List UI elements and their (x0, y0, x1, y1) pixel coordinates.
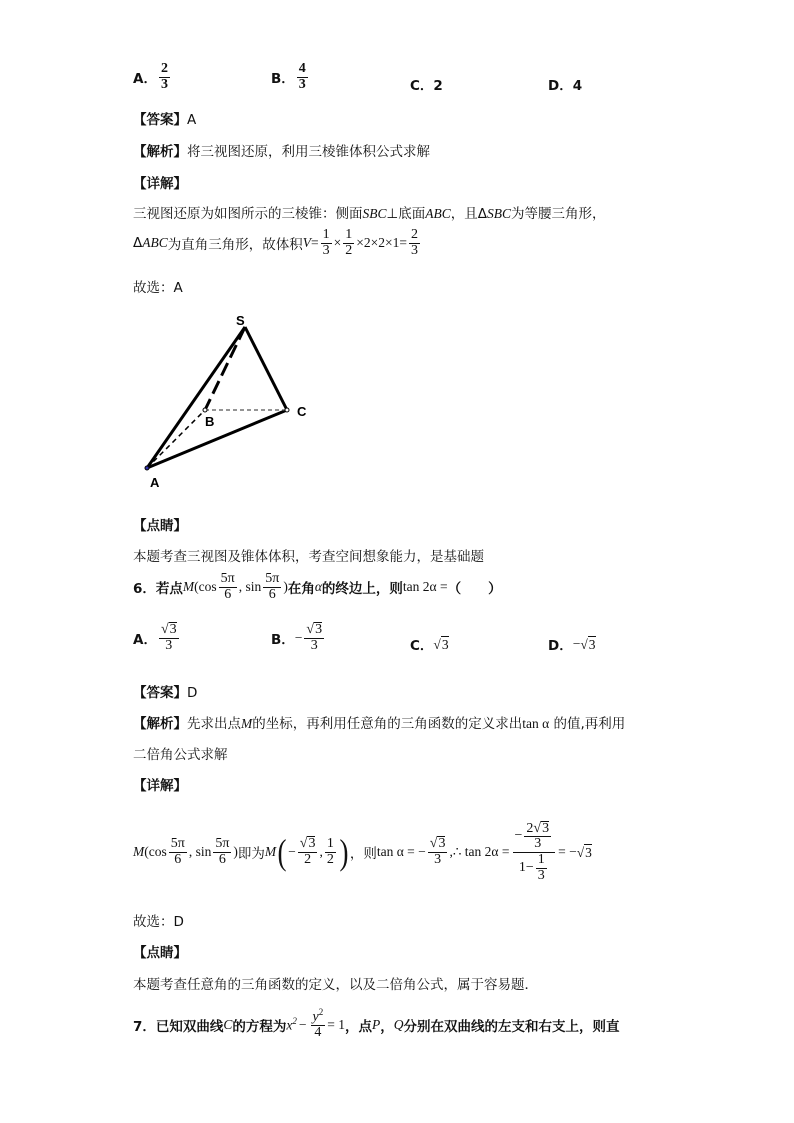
fraction-sqrt3-2: $\frac{√3}{2}$ (299, 836, 316, 867)
fraction-two-thirds: $\frac{2}{3}$ (410, 227, 418, 258)
q6-choose: 故选：D (133, 914, 184, 930)
q7-stem: 7．已知双曲线 C 的方程为 $x^2$ − $\frac{y^2}{4}$ = 1 ，点 P ， Q 分别在双曲线的左支和右支上，则直 (133, 1007, 620, 1041)
analysis-tag: 【解析】 (133, 716, 187, 732)
q6-analysis-line2: 二倍角公式求解 (133, 747, 228, 763)
q6-option-b: B． − $\frac{√3}{3}$ (271, 622, 323, 653)
fraction-one-third: $\frac{1}{3}$ (537, 852, 545, 883)
q5-option-a: A． $\frac{2}{3}$ (133, 61, 168, 92)
q6-option-a: A． $\frac{√3}{3}$ (133, 622, 177, 653)
q5-comment: 本题考查三视图及锥体体积，考查空间想象能力，是基础题 (133, 549, 484, 565)
fraction: $\frac{2}{3}$ (160, 61, 168, 92)
vertex-a (145, 466, 149, 470)
q6-comment-tag: 【点睛】 (133, 945, 187, 961)
fraction-5pi-6: $\frac{5\pi}{6}$ (220, 571, 235, 602)
q6-stem: 6．若点 M (cos $\frac{5\pi}{6}$ , sin $\frac{5\pi}{6}$ ) 在角 α 的终边上，则 tan 2α = （ ） (133, 571, 502, 602)
label-s: S (236, 313, 245, 328)
q6-detail-tag: 【详解】 (133, 778, 187, 794)
q5-option-d: D．4 (548, 78, 583, 94)
compound-fraction: − $\frac{2√3}{3}$ 1− $\frac{1}{3}$ (513, 821, 556, 884)
vertex-c (285, 408, 289, 412)
answer-tag: 【答案】 (133, 685, 187, 701)
fraction-5pi-6: $\frac{5\pi}{6}$ (215, 835, 230, 867)
q5-analysis (133, 140, 430, 160)
fraction-sqrt3-3: $\frac{√3}{3}$ (429, 836, 446, 867)
label-a: A (150, 475, 160, 490)
q6-option-c: C． √3 (410, 636, 449, 654)
label-c: C (297, 404, 307, 419)
q6-answer (133, 681, 197, 701)
fraction-one-third: $\frac{1}{3}$ (322, 227, 330, 258)
q5-answer (133, 108, 196, 128)
fraction-5pi-6: $\frac{5\pi}{6}$ (265, 571, 280, 602)
q5-choose: 故选：A (133, 280, 183, 296)
fraction-5pi-6: $\frac{5\pi}{6}$ (170, 835, 185, 867)
fraction-one-half: $\frac{1}{2}$ (345, 227, 353, 258)
pyramid-figure (130, 305, 330, 495)
fraction: $\frac{√3}{3}$ (306, 622, 323, 653)
q6-comment: 本题考查任意角的三角函数的定义，以及二倍角公式，属于容易题． (133, 977, 538, 993)
analysis-text: 将三视图还原，利用三棱锥体积公式求解 (187, 144, 430, 160)
answer-tag: 【答案】 (133, 112, 187, 128)
q6-analysis: 【解析】先求出点M的坐标，再利用任意角的三角函数的定义求出tan α 的值,再利用 (133, 716, 626, 732)
answer-value: D (187, 685, 198, 701)
q5-detail-line2: Δ ABC 为直角三角形，故体积 V = $\frac{1}{3}$ × $\frac{1}{2}$ ×2×2×1= $\frac{2}{3}$ (133, 227, 418, 258)
edge-sb-hidden (205, 327, 245, 410)
q5-comment-tag: 【点睛】 (133, 518, 187, 534)
label-b: B (205, 414, 215, 429)
q6-option-d: D． − √3 (548, 636, 596, 654)
q5-detail-line1: 三视图还原为如图所示的三棱锥：侧面SBC⊥底面ABC，且ΔSBC为等腰三角形， (133, 206, 606, 222)
q6-detail-formula: M (cos $\frac{5\pi}{6}$ , sin $\frac{5\pi}{6}$ ) 即为 M ( − $\frac{√3}{2}$ , $\frac{1}{2}$ ) ，则 tan α = − $\frac{√3}{3}$ ,∴ tan 2α = − $\frac{2√3}{3}$ 1− $\frac{1}{3}$ = − √3 (133, 820, 592, 883)
vertex-b (203, 408, 207, 412)
q5-detail-tag: 【详解】 (133, 176, 187, 192)
answer-value: A (187, 112, 197, 128)
q5-option-c: C．2 (410, 78, 443, 94)
q5-option-b: B． $\frac{4}{3}$ (271, 61, 306, 92)
fraction-y2-4: $\frac{y^2}{4}$ (312, 1007, 324, 1041)
fraction: $\frac{4}{3}$ (298, 61, 306, 92)
fraction: $\frac{√3}{3}$ (160, 622, 177, 653)
edge-sc (245, 327, 287, 410)
analysis-tag: 【解析】 (133, 144, 187, 160)
edge-ab-hidden (147, 410, 205, 468)
fraction-one-half: $\frac{1}{2}$ (326, 835, 334, 867)
fraction-2sqrt3-3: $\frac{2√3}{3}$ (526, 820, 550, 852)
